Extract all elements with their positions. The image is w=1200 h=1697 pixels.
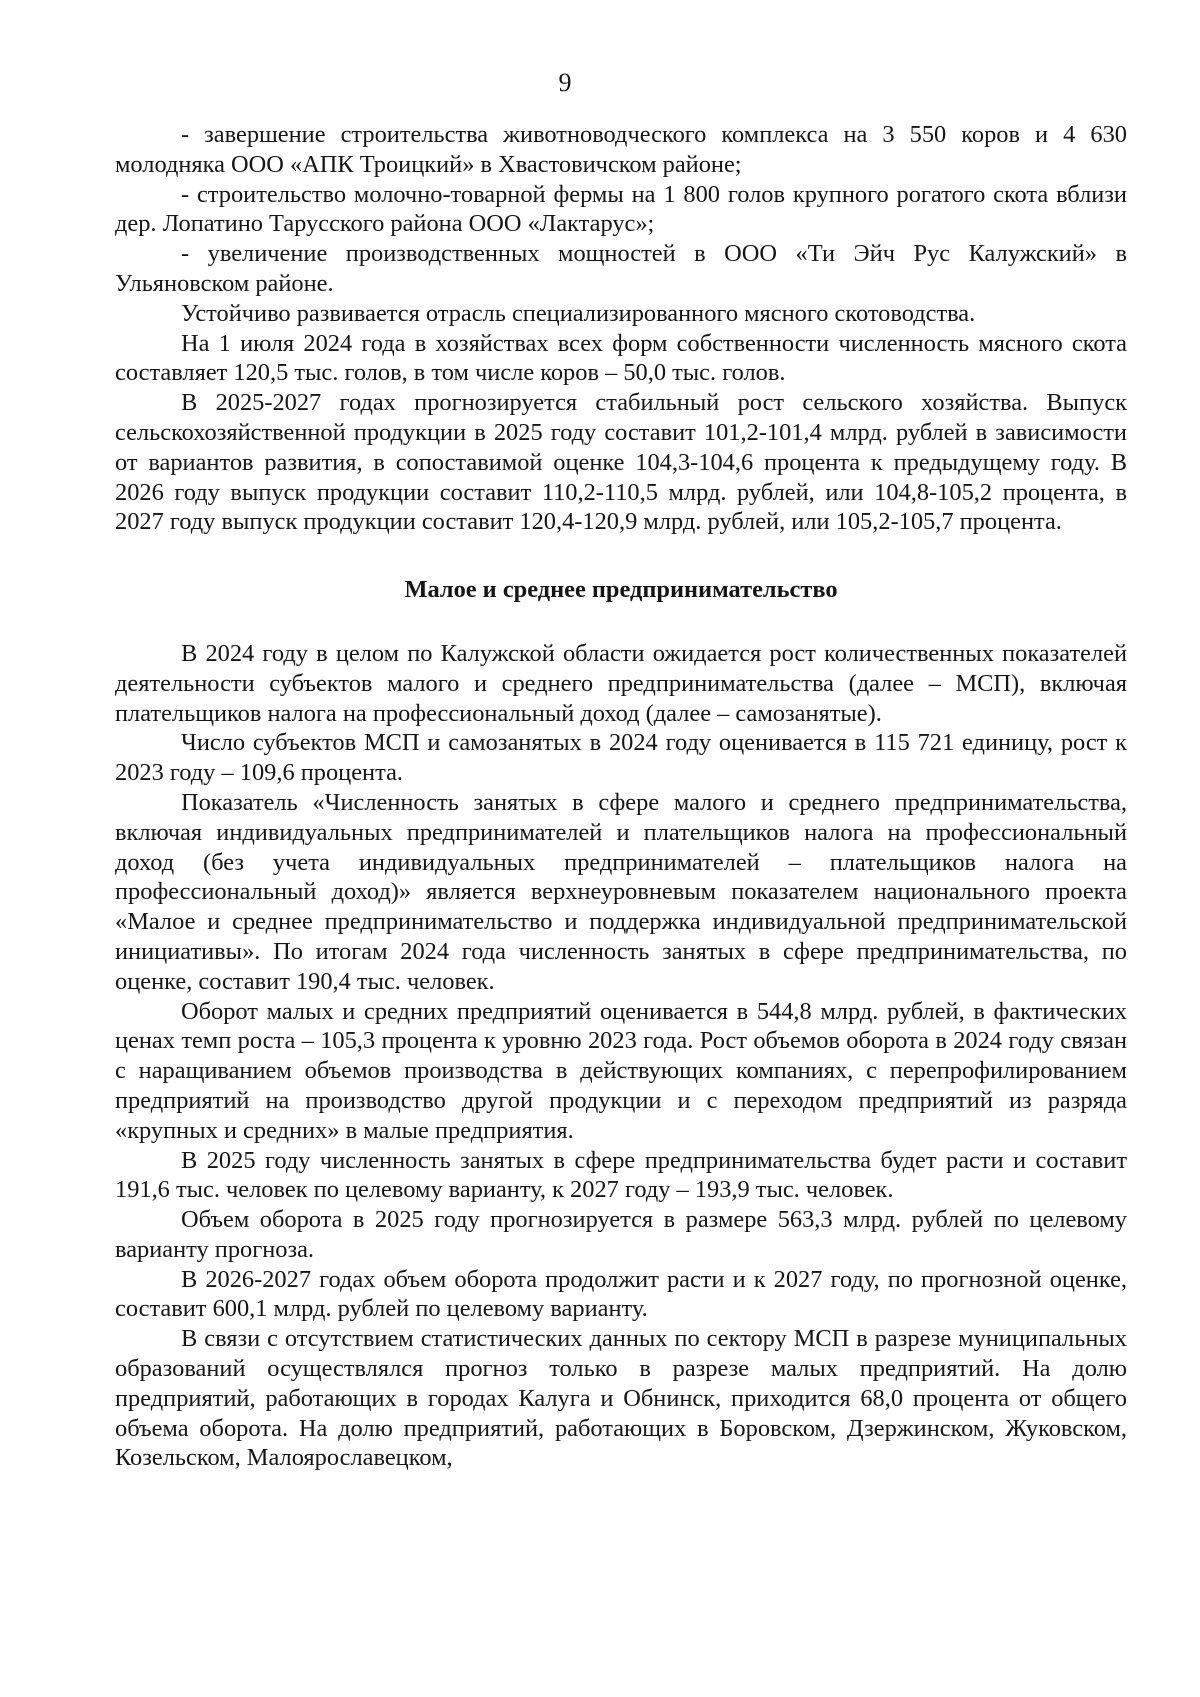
- paragraph: В 2025-2027 годах прогнозируется стабильный рост сельского хозяйства. Выпуск сельскохозяйственной продукции в 2025 году составит 101,2-101,4 млрд. рублей в зависимости от вариантов развития, в сопоставимой оценке 104,3-104,6 процента к предыдущему году. В 2026 году выпуск продукции составит 110,2-110,5 млрд. рублей, или 104,8-105,2 процента, в 2027 году выпуск продукции составит 120,4-120,9 млрд. рублей, или 105,2-105,7 процента.: [115, 389, 1127, 536]
- paragraph: Показатель «Численность занятых в сфере малого и среднего предпринимательства, включая индивидуальных предпринимателей и плательщиков налога на профессиональный доход (без учета индивидуальных предпринимателей – плательщиков налога на профессиональный доход)» является верхнеуровневым показателем национального проекта «Малое и среднее предпринимательство и поддержка индивидуальной предпринимательской инициативы». По итогам 2024 года численность занятых в сфере предпринимательства, по оценке, составит 190,4 тыс. человек.: [115, 788, 1127, 995]
- paragraph: В 2026-2027 годах объем оборота продолжит расти и к 2027 году, по прогнозной оценке, составит 600,1 млрд. рублей по целевому варианту.: [115, 1265, 1127, 1323]
- paragraph: На 1 июля 2024 года в хозяйствах всех форм собственности численность мясного скота составляет 120,5 тыс. голов, в том числе коров – 50,0 тыс. голов.: [115, 329, 1127, 387]
- paragraph: В 2025 году численность занятых в сфере предпринимательства будет расти и составит 191,6 тыс. человек по целевому варианту, к 2027 году – 193,9 тыс. человек.: [115, 1146, 1127, 1204]
- paragraph: - строительство молочно-товарной фермы на 1 800 голов крупного рогатого скота вблизи дер. Лопатино Тарусского района ООО «Лактарус»;: [115, 180, 1127, 238]
- paragraph: - увеличение производственных мощностей в ООО «Ти Эйч Рус Калужский» в Ульяновском районе.: [115, 240, 1127, 297]
- paragraph: Число субъектов МСП и самозанятых в 2024 году оценивается в 115 721 единицу, рост к 2023 году – 109,6 процента.: [115, 729, 1127, 787]
- paragraph: В 2024 году в целом по Калужской области ожидается рост количественных показателей деятельности субъектов малого и среднего предпринимательства (далее – МСП), включая плательщиков налога на профессиональный доход (далее – самозанятые).: [115, 639, 1127, 727]
- paragraph: Устойчиво развивается отрасль специализированного мясного скотоводства.: [181, 299, 976, 327]
- paragraph: Оборот малых и средних предприятий оценивается в 544,8 млрд. рублей, в фактических ценах темп роста – 105,3 процента к уровню 2023 года. Рост объемов оборота в 2024 году связан с наращиванием объемов производства в действующих компаниях, с перепрофилированием предприятий на производство другой продукции и с переходом предприятий из разряда «крупных и средних» в малые предприятия.: [115, 997, 1127, 1144]
- paragraph: В связи с отсутствием статистических данных по сектору МСП в разрезе муниципальных образований осуществлялся прогноз только в разрезе малых предприятий. На долю предприятий, работающих в городах Калуга и Обнинск, приходится 68,0 процента от общего объема оборота. На долю предприятий, работающих в Боровском, Дзержинском, Жуковском, Козельском, Малоярославецком,: [115, 1325, 1127, 1472]
- paragraph: Объем оборота в 2025 году прогнозируется в размере 563,3 млрд. рублей по целевому варианту прогноза.: [115, 1206, 1127, 1263]
- document-body: [115, 120, 1127, 1473]
- paragraph: - завершение строительства животноводческого комплекса на 3 550 коров и 4 630 молодняка ООО «АПК Троицкий» в Хвастовичском районе;: [115, 121, 1127, 178]
- page-number: 9: [558, 68, 572, 97]
- section-title: Малое и среднее предпринимательство: [404, 576, 838, 604]
